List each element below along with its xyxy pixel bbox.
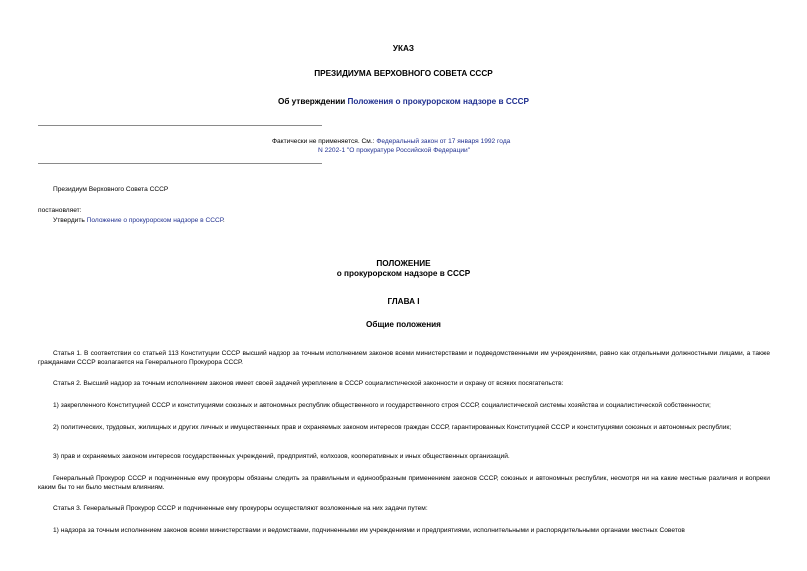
paragraph-item-1: 1) закрепленного Конституцией СССР и конституциями союзных и автономных республик общественного и государственного строя СССР, социалистической системы хозяйства и социалистической собственности;	[53, 402, 711, 409]
status-note-prefix: Фактически не применяется. См.:	[272, 138, 377, 145]
status-note	[272, 138, 510, 147]
paragraph-article-3: Статья 3. Генеральный Прокурор СССР и подчиненные ему прокуроры осуществляют возложенные на них задачи путем:	[53, 505, 428, 512]
federal-law-link-2[interactable]: N 2202-1 "О прокуратуре Российской Федерации"	[318, 147, 471, 154]
approve-line	[53, 217, 225, 226]
status-note-line2	[318, 147, 470, 156]
paragraph-article-3-item-1: 1) надзора за точным исполнением законов всеми министерствами и ведомствами, подчиненными им учреждениями и предприятиями, исполнительными и распорядительными органами местных Советов	[53, 527, 685, 534]
decree-title: УКАЗ	[392, 44, 415, 53]
paragraph-article-1: Статья 1. В соответствии со статьей 113 Конституции СССР высший надзор за точным исполнением законов всеми министерствами и подведомственными им учреждениями, равно как отдельными должностными лицами, а также гражданами СССР возлагается на Генерального Прокурора СССР.	[38, 350, 770, 366]
chapter-title: Общие положения	[366, 320, 441, 329]
approve-prefix: Утвердить	[53, 217, 87, 224]
federal-law-link[interactable]: Федеральный закон от 17 января 1992 года	[376, 138, 511, 145]
resolves-line: постановляет:	[38, 207, 82, 214]
approve-suffix: .	[222, 217, 225, 224]
paragraph-item-3: 3) прав и охраняемых законом интересов государственных учреждений, предприятий, колхозов, кооперативных и иных общественных организаций.	[53, 453, 510, 460]
divider-bottom	[38, 163, 322, 164]
paragraph-article-2: Статья 2. Высший надзор за точным исполнением законов имеет своей задачей укрепление в СССР социалистической законности и охрану от всяких посягательств:	[53, 380, 564, 387]
regulation-title: ПОЛОЖЕНИЕ	[376, 259, 431, 268]
divider-top	[38, 125, 322, 126]
decree-subject	[0, 97, 807, 108]
issuer-title: ПРЕЗИДИУМА ВЕРХОВНОГО СОВЕТА СССР	[314, 69, 493, 78]
regulation-link[interactable]: Положение о прокурорском надзоре в СССР	[86, 217, 223, 224]
issuer-line: Президиум Верховного Совета СССР	[53, 186, 169, 193]
paragraph-prosecutor-duty: Генеральный Прокурор СССР и подчиненные ему прокуроры обязаны следить за правильным и единообразным применением законов СССР, союзных и автономных республик, несмотря ни на какие местные различия и вопреки каким бы то ни было местным влияниям.	[38, 475, 770, 491]
decree-subject-prefix: Об утверждении	[277, 97, 348, 106]
regulation-link-title[interactable]: Положения о прокурорском надзоре в СССР	[347, 97, 530, 106]
chapter-number: ГЛАВА I	[387, 297, 420, 306]
paragraph-item-2: 2) политических, трудовых, жилищных и других личных и имущественных прав и охраняемых законом интересов граждан СССР, гарантированных Конституцией СССР и конституциями союзных и автономных республик;	[53, 424, 732, 431]
regulation-subtitle: о прокурорском надзоре в СССР	[336, 269, 471, 278]
